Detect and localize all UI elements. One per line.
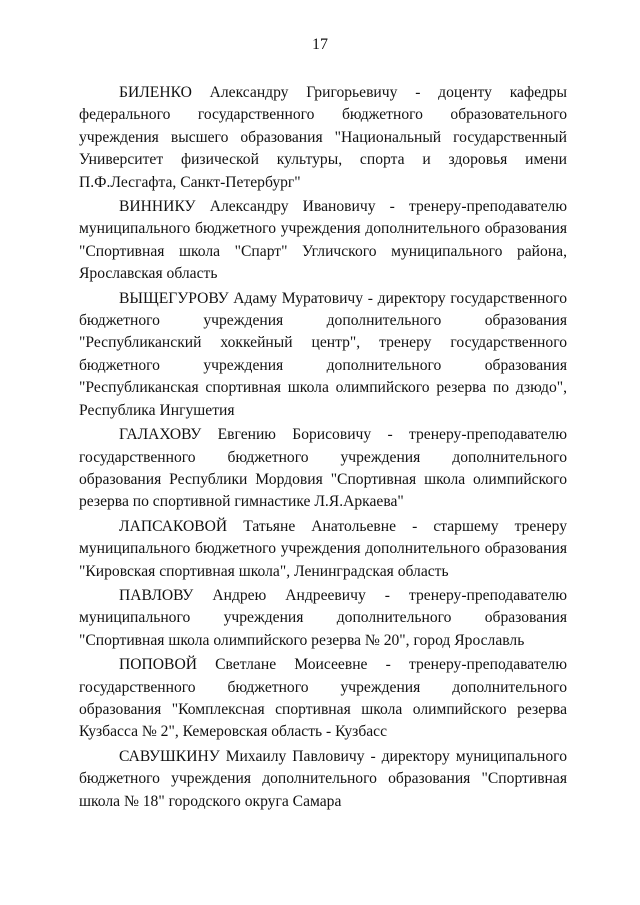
award-entry-savushkin: САВУШКИНУ Михаилу Павловичу - директору муниципального бюджетного учреждения дополнительного образования "Спортивная школа № 18" городского округа Самара xyxy=(79,747,567,810)
award-entry-lapsakova: ЛАПСАКОВОЙ Татьяне Анатольевне - старшему тренеру муниципального бюджетного учреждения дополнительного образования "Кировская спортивная школа", Ленинградская область xyxy=(79,517,567,580)
award-entry-bilenko: БИЛЕНКО Александру Григорьевичу - доценту кафедры федерального государственного бюджетного образовательного учреждения высшего образования "Национальный государственный Университет физической культуры, спорта и здоровья имени П.Ф.Лесгафта, Санкт-Петербург" xyxy=(79,84,567,191)
award-list xyxy=(79,82,567,815)
award-entry-vyshchegurov: ВЫЩЕГУРОВУ Адаму Муратовичу - директору государственного бюджетного учреждения дополнительного образования "Республиканский хоккейный центр", тренеру государственного бюджетного учреждения дополнительного образования "Республиканская спортивная школа олимпийского резерва по дзюдо", Республика Ингушетия xyxy=(79,289,567,419)
award-entry-galakhov: ГАЛАХОВУ Евгению Борисовичу - тренеру-преподавателю государственного бюджетного учреждения дополнительного образования Республики Мордовия "Спортивная школа олимпийского резерва по спортивной гимнастике Л.Я.Аркаева" xyxy=(79,426,567,511)
award-entry-pavlov: ПАВЛОВУ Андрею Андреевичу - тренеру-преподавателю муниципального учреждения дополнительного образования "Спортивная школа олимпийского резерва № 20", город Ярославль xyxy=(79,586,567,649)
award-entry-popova: ПОПОВОЙ Светлане Моисеевне - тренеру-преподавателю государственного бюджетного учреждения дополнительного образования "Комплексная спортивная школа олимпийского резерва Кузбасса № 2", Кемеровская область - Кузбасс xyxy=(79,656,567,741)
award-entry-vinnik: ВИННИКУ Александру Ивановичу - тренеру-преподавателю муниципального бюджетного учреждения дополнительного образования "Спортивная школа "Спарт" Угличского муниципального района, Ярославская область xyxy=(79,198,567,283)
page-number: 17 xyxy=(312,36,328,53)
